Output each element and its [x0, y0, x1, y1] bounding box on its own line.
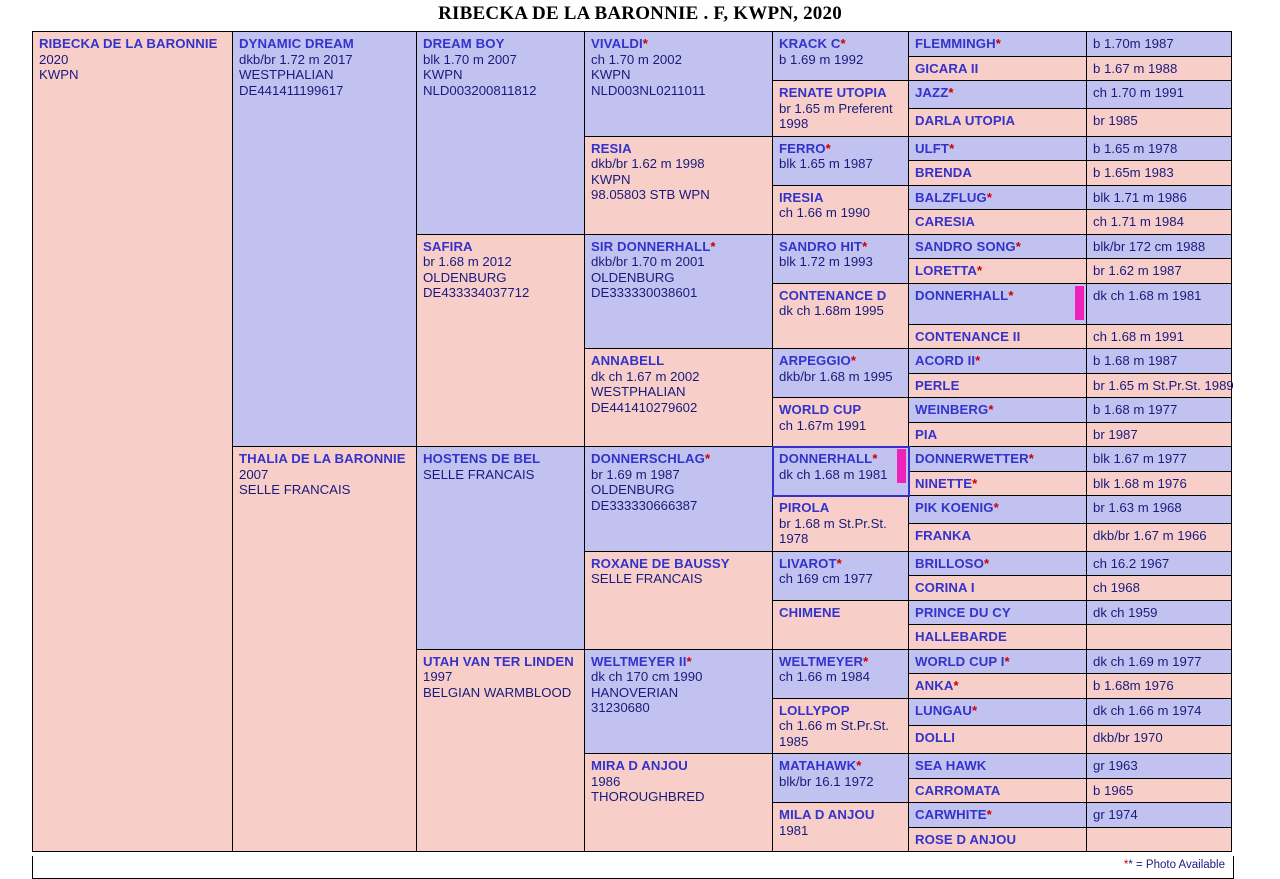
horse-name: LUNGAU* — [915, 702, 978, 718]
cell-gen5-1[interactable] — [909, 56, 1087, 81]
photo-star-icon: * — [856, 758, 862, 773]
horse-detail: THOROUGHBRED — [591, 789, 705, 804]
horse-name: UTAH VAN TER LINDEN — [423, 653, 574, 669]
horse-name: ANNABELL — [591, 353, 665, 368]
horse-detail: WESTPHALIAN — [591, 384, 686, 399]
horse-name: RESIA — [591, 140, 632, 156]
cell-gen4-13[interactable] — [773, 698, 909, 754]
photo-star-icon: * — [872, 451, 878, 466]
horse-name: WEINBERG* — [915, 402, 994, 417]
horse-name: MIRA D ANJOU — [591, 758, 688, 773]
cell-gen5-17[interactable] — [909, 471, 1087, 496]
cell-gen5-10[interactable] — [909, 283, 1087, 324]
horse-name: SANDRO HIT* — [779, 238, 868, 254]
horse-detail: br 1987 — [1093, 426, 1138, 442]
cell-gen5-20-detail — [1087, 551, 1232, 576]
cell-gen5-23-detail — [1087, 625, 1232, 650]
cell-gen5-25[interactable] — [909, 674, 1087, 699]
horse-detail: br 1.63 m 1968 — [1093, 500, 1182, 515]
horse-detail: blk 1.70 m 2007 — [423, 51, 517, 67]
cell-gen5-18[interactable] — [909, 496, 1087, 524]
horse-name: SAFIRA — [423, 238, 473, 254]
cell-gen5-2-detail — [1087, 81, 1232, 109]
cell-gen5-11[interactable] — [909, 324, 1087, 349]
horse-detail: ch 1.66 m St.Pr.St. 1985 — [779, 718, 889, 749]
horse-detail: dk ch 1.68 m 1981 — [1093, 287, 1202, 303]
cell-gen2-0[interactable] — [417, 32, 585, 235]
cell-gen1-sire[interactable] — [233, 32, 417, 447]
photo-star-icon: * — [983, 555, 990, 571]
cell-gen5-1-detail — [1087, 56, 1232, 81]
horse-name: PIA — [915, 426, 938, 442]
horse-detail: dk ch 1.69 m 1977 — [1093, 653, 1202, 669]
horse-name: CONTENANCE II — [915, 328, 1021, 344]
horse-detail: ch 1.68 m 1991 — [1093, 328, 1184, 344]
cell-gen4-3[interactable] — [773, 185, 909, 234]
cell-gen5-28-detail — [1087, 754, 1232, 779]
horse-name: DYNAMIC DREAM — [239, 36, 354, 51]
cell-gen5-4[interactable] — [909, 136, 1087, 161]
horse-name: PRINCE DU CY — [915, 604, 1011, 620]
horse-name: SEA HAWK — [915, 758, 987, 773]
cell-gen3-0[interactable] — [585, 32, 773, 137]
horse-name: WELTMEYER II* — [591, 653, 692, 669]
cell-gen4-4[interactable] — [773, 234, 909, 283]
cell-gen4-15[interactable] — [773, 803, 909, 852]
horse-detail: DE441411199617 — [239, 82, 344, 98]
horse-detail: blk 1.71 m 1986 — [1093, 189, 1187, 205]
cell-gen5-14-detail — [1087, 398, 1232, 423]
horse-name: WELTMEYER* — [779, 653, 869, 669]
cell-gen5-17-detail — [1087, 471, 1232, 496]
horse-detail: br 1.68 m St.Pr.St. 1978 — [779, 515, 887, 546]
cell-gen5-31[interactable] — [909, 827, 1087, 852]
horse-name: PERLE — [915, 377, 960, 393]
cell-gen5-21[interactable] — [909, 576, 1087, 601]
horse-name: BALZFLUG* — [915, 189, 993, 205]
horse-detail: KWPN — [591, 171, 631, 187]
photo-star-icon: * — [975, 353, 981, 368]
horse-detail: ch 1.71 m 1984 — [1093, 214, 1184, 229]
horse-name: PIROLA — [779, 500, 830, 515]
horse-name: WORLD CUP I* — [915, 653, 1010, 669]
horse-detail: 1997 — [423, 669, 453, 684]
cell-gen5-26-detail — [1087, 698, 1232, 726]
horse-name: ROSE D ANJOU — [915, 831, 1017, 847]
horse-detail: NLD003200811812 — [423, 82, 537, 98]
horse-detail: 2007 — [239, 466, 269, 482]
horse-detail: br 1.65 m Preferent 1998 — [779, 100, 893, 131]
cell-gen5-6-detail — [1087, 185, 1232, 210]
photo-star-icon: * — [986, 189, 993, 205]
horse-detail: blk/br 16.1 1972 — [779, 773, 874, 789]
cell-gen3-5[interactable] — [585, 551, 773, 649]
horse-detail: b 1.70m 1987 — [1093, 36, 1174, 51]
photo-star-icon: * — [977, 263, 983, 278]
horse-name: RENATE UTOPIA — [779, 85, 887, 100]
horse-detail: gr 1974 — [1093, 807, 1138, 822]
horse-detail: b 1965 — [1093, 782, 1134, 798]
cell-gen3-4[interactable] — [585, 447, 773, 552]
cell-gen4-10[interactable] — [773, 551, 909, 600]
photo-star-icon: * — [1008, 287, 1014, 303]
photo-star-icon: * — [1123, 859, 1129, 871]
cell-gen5-12-detail — [1087, 349, 1232, 374]
horse-name: NINETTE* — [915, 475, 978, 491]
cell-gen2-1[interactable] — [417, 234, 585, 447]
cell-gen5-8-detail — [1087, 234, 1232, 259]
horse-detail: KWPN — [39, 67, 79, 82]
horse-detail: NLD003NL0211011 — [591, 82, 706, 98]
horse-detail: 98.05803 STB WPN — [591, 187, 710, 202]
horse-name: BRILLOSO* — [915, 555, 990, 571]
horse-name: VIVALDI* — [591, 36, 648, 51]
horse-detail: ch 16.2 1967 — [1093, 555, 1170, 571]
cell-gen5-25-detail — [1087, 674, 1232, 699]
photo-star-icon: * — [705, 451, 711, 466]
photo-star-icon: * — [1028, 451, 1035, 466]
horse-detail: dkb/br 1.72 m 2017 — [239, 51, 353, 67]
horse-name: JAZZ* — [915, 85, 954, 100]
horse-name: WORLD CUP — [779, 402, 862, 417]
horse-detail: OLDENBURG — [423, 269, 507, 285]
cell-gen5-23[interactable] — [909, 625, 1087, 650]
photo-star-icon: * — [850, 353, 857, 368]
horse-detail: dkb/br 1.62 m 1998 — [591, 156, 705, 171]
cell-gen5-11-detail — [1087, 324, 1232, 349]
cell-gen1-dam[interactable] — [233, 447, 417, 852]
horse-detail: dk ch 1959 — [1093, 604, 1158, 620]
horse-detail: 1981 — [779, 822, 809, 838]
horse-detail: b 1.65m 1983 — [1093, 165, 1174, 180]
cell-gen5-24[interactable] — [909, 649, 1087, 674]
photo-star-icon: * — [642, 36, 648, 51]
horse-name: LORETTA* — [915, 263, 983, 278]
photo-star-icon: * — [972, 702, 978, 718]
horse-detail: DE333330666387 — [591, 497, 698, 513]
horse-detail: b 1.68m 1976 — [1093, 678, 1174, 693]
horse-name: CHIMENE — [779, 604, 841, 620]
cell-gen5-12[interactable] — [909, 349, 1087, 374]
inbreeding-marker — [897, 449, 906, 483]
photo-star-icon: * — [1004, 653, 1010, 669]
cell-gen5-9-detail — [1087, 259, 1232, 284]
cell-gen2-3[interactable] — [417, 649, 585, 852]
cell-gen5-7[interactable] — [909, 210, 1087, 235]
cell-gen5-2[interactable] — [909, 81, 1087, 109]
photo-star-icon: * — [995, 36, 1001, 51]
cell-gen5-20[interactable] — [909, 551, 1087, 576]
cell-gen5-3[interactable] — [909, 108, 1087, 136]
cell-gen5-22[interactable] — [909, 600, 1087, 625]
cell-subject[interactable] — [33, 32, 233, 852]
horse-name: FRANKA — [915, 527, 972, 543]
horse-detail: blk 1.65 m 1987 — [779, 156, 873, 171]
horse-detail: KWPN — [423, 67, 463, 82]
horse-name: SANDRO SONG* — [915, 238, 1021, 254]
pedigree-table — [32, 31, 1232, 852]
horse-name: SIR DONNERHALL* — [591, 238, 716, 254]
cell-gen2-2[interactable] — [417, 447, 585, 650]
cell-gen4-6[interactable] — [773, 349, 909, 398]
photo-star-icon: * — [836, 555, 842, 571]
horse-detail: ch 1968 — [1093, 580, 1140, 595]
cell-gen4-8[interactable] — [773, 447, 909, 496]
horse-detail: br 1.68 m 2012 — [423, 254, 512, 269]
horse-name: PIK KOENIG* — [915, 500, 999, 515]
cell-gen5-13-detail — [1087, 373, 1232, 398]
cell-gen5-5-detail — [1087, 161, 1232, 186]
horse-detail: ch 1.66 m 1984 — [779, 669, 870, 684]
horse-detail: OLDENBURG — [591, 269, 675, 285]
photo-star-icon: * — [863, 653, 869, 669]
cell-gen3-1[interactable] — [585, 136, 773, 234]
cell-gen5-7-detail — [1087, 210, 1232, 235]
horse-detail: dkb/br 1.70 m 2001 — [591, 254, 705, 269]
horse-detail: OLDENBURG — [591, 482, 675, 497]
horse-detail: SELLE FRANCAIS — [423, 466, 535, 482]
cell-gen5-9[interactable] — [909, 259, 1087, 284]
photo-star-icon: * — [840, 36, 846, 51]
horse-detail: blk/br 172 cm 1988 — [1093, 238, 1206, 254]
photo-star-icon: * — [993, 500, 999, 515]
footer-bar — [32, 856, 1234, 879]
horse-name: CONTENANCE D — [779, 287, 887, 303]
horse-detail: dk ch 1.66 m 1974 — [1093, 702, 1202, 718]
cell-gen4-11[interactable] — [773, 600, 909, 649]
horse-name: MATAHAWK* — [779, 758, 862, 773]
horse-name: FLEMMINGH* — [915, 36, 1001, 51]
horse-name: HOSTENS DE BEL — [423, 451, 541, 466]
horse-name: IRESIA — [779, 189, 824, 205]
photo-star-icon: * — [988, 402, 994, 417]
horse-detail: WESTPHALIAN — [239, 67, 334, 82]
horse-detail: 2020 — [39, 51, 69, 67]
horse-name: THALIA DE LA BARONNIE — [239, 451, 406, 466]
horse-detail: ch 1.67m 1991 — [779, 417, 867, 433]
cell-gen3-2[interactable] — [585, 234, 773, 349]
cell-gen5-5[interactable] — [909, 161, 1087, 186]
horse-name: DONNERHALL* — [915, 287, 1014, 303]
horse-name: DOLLI — [915, 730, 956, 746]
horse-detail: SELLE FRANCAIS — [239, 482, 351, 497]
cell-gen5-27-detail — [1087, 726, 1232, 754]
horse-name: KRACK C* — [779, 36, 846, 51]
horse-detail: ch 169 cm 1977 — [779, 571, 873, 586]
horse-name: HALLEBARDE — [915, 629, 1007, 644]
cell-gen4-1[interactable] — [773, 81, 909, 137]
horse-detail: dkb/br 1.68 m 1995 — [779, 368, 893, 384]
cell-gen5-3-detail — [1087, 108, 1232, 136]
horse-name: ULFT* — [915, 140, 955, 156]
horse-detail: dk ch 1.68m 1995 — [779, 303, 884, 318]
inbreeding-marker — [1075, 286, 1084, 320]
horse-detail: dk ch 1.68 m 1981 — [779, 466, 888, 482]
horse-detail: br 1.62 m 1987 — [1093, 263, 1182, 278]
horse-detail: BELGIAN WARMBLOOD — [423, 684, 572, 700]
horse-detail: blk 1.67 m 1977 — [1093, 451, 1187, 466]
horse-detail: gr 1963 — [1093, 758, 1138, 773]
photo-star-icon: * — [986, 807, 992, 822]
horse-name: FERRO* — [779, 140, 831, 156]
horse-name: RIBECKA DE LA BARONNIE — [39, 36, 218, 51]
cell-gen5-24-detail — [1087, 649, 1232, 674]
horse-detail: blk 1.72 m 1993 — [779, 254, 873, 269]
horse-detail: b 1.65 m 1978 — [1093, 140, 1178, 156]
horse-name: DONNERWETTER* — [915, 451, 1035, 466]
horse-detail: ch 1.70 m 2002 — [591, 51, 682, 67]
horse-detail: br 1.65 m St.Pr.St. 1989 — [1093, 377, 1234, 393]
cell-gen5-27[interactable] — [909, 726, 1087, 754]
horse-detail: dk ch 170 cm 1990 — [591, 669, 703, 684]
cell-gen5-14[interactable] — [909, 398, 1087, 423]
photo-star-icon: * — [686, 653, 692, 669]
photo-star-icon: * — [949, 140, 955, 156]
legend-text: ** = Photo Available — [1123, 859, 1225, 871]
horse-name: DONNERHALL* — [779, 451, 878, 466]
photo-star-icon: * — [1015, 238, 1021, 254]
cell-gen5-10-detail — [1087, 283, 1232, 324]
photo-star-icon: * — [825, 140, 831, 156]
horse-name: GICARA II — [915, 60, 979, 76]
cell-gen5-15-detail — [1087, 422, 1232, 447]
horse-name: ARPEGGIO* — [779, 353, 857, 368]
photo-star-icon: * — [953, 678, 959, 693]
horse-detail: blk 1.68 m 1976 — [1093, 475, 1187, 491]
horse-name: ROXANE DE BAUSSY — [591, 555, 730, 571]
cell-gen5-28[interactable] — [909, 754, 1087, 779]
horse-name: DREAM BOY — [423, 36, 505, 51]
cell-gen5-16-detail — [1087, 447, 1232, 472]
horse-detail: 31230680 — [591, 700, 650, 715]
horse-name: LOLLYPOP — [779, 702, 850, 718]
cell-gen5-15[interactable] — [909, 422, 1087, 447]
horse-name: DONNERSCHLAG* — [591, 451, 711, 466]
horse-detail: b 1.68 m 1977 — [1093, 402, 1178, 417]
horse-name: ANKA* — [915, 678, 959, 693]
cell-gen4-5[interactable] — [773, 283, 909, 349]
cell-gen5-4-detail — [1087, 136, 1232, 161]
cell-gen5-16[interactable] — [909, 447, 1087, 472]
horse-detail: DE333330038601 — [591, 285, 698, 300]
horse-detail: DE441410279602 — [591, 399, 698, 415]
horse-detail: b 1.68 m 1987 — [1093, 353, 1178, 368]
horse-detail: b 1.69 m 1992 — [779, 51, 864, 67]
cell-gen4-2[interactable] — [773, 136, 909, 185]
cell-gen4-0[interactable] — [773, 32, 909, 81]
cell-gen5-0-detail — [1087, 32, 1232, 57]
cell-gen5-19-detail — [1087, 523, 1232, 551]
cell-gen5-0[interactable] — [909, 32, 1087, 57]
horse-name: DARLA UTOPIA — [915, 112, 1016, 128]
cell-gen3-6[interactable] — [585, 649, 773, 754]
cell-gen4-7[interactable] — [773, 398, 909, 447]
horse-detail: KWPN — [591, 67, 631, 82]
pedigree-body — [33, 32, 1232, 852]
cell-gen5-26[interactable] — [909, 698, 1087, 726]
photo-star-icon: * — [862, 238, 868, 254]
cell-gen5-6[interactable] — [909, 185, 1087, 210]
horse-detail: dkb/br 1970 — [1093, 730, 1163, 746]
horse-detail: HANOVERIAN — [591, 684, 679, 700]
cell-gen5-31-detail — [1087, 827, 1232, 852]
horse-name: CARWHITE* — [915, 807, 992, 822]
cell-gen5-29-detail — [1087, 778, 1232, 803]
horse-detail: b 1.67 m 1988 — [1093, 60, 1178, 76]
photo-star-icon: * — [710, 238, 716, 254]
cell-gen5-13[interactable] — [909, 373, 1087, 398]
horse-name: LIVAROT* — [779, 555, 842, 571]
horse-name: CARESIA — [915, 214, 976, 229]
cell-gen3-7[interactable] — [585, 754, 773, 852]
horse-detail: dk ch 1.67 m 2002 — [591, 368, 700, 384]
cell-gen5-21-detail — [1087, 576, 1232, 601]
photo-star-icon: * — [948, 85, 954, 100]
horse-name: CARROMATA — [915, 782, 1001, 798]
cell-gen4-9[interactable] — [773, 496, 909, 552]
photo-star-icon: * — [972, 475, 978, 491]
horse-detail: br 1.69 m 1987 — [591, 466, 680, 482]
cell-gen3-3[interactable] — [585, 349, 773, 447]
cell-gen5-19[interactable] — [909, 523, 1087, 551]
horse-detail: br 1985 — [1093, 112, 1138, 128]
horse-name: BRENDA — [915, 165, 973, 180]
cell-gen5-30[interactable] — [909, 803, 1087, 828]
horse-detail: dkb/br 1.67 m 1966 — [1093, 527, 1207, 543]
cell-gen5-8[interactable] — [909, 234, 1087, 259]
horse-detail: ch 1.70 m 1991 — [1093, 85, 1184, 100]
table-row — [33, 32, 1232, 57]
horse-detail: ch 1.66 m 1990 — [779, 205, 870, 220]
horse-detail: SELLE FRANCAIS — [591, 571, 703, 586]
cell-gen4-14[interactable] — [773, 754, 909, 803]
horse-detail: DE433334037712 — [423, 285, 530, 300]
cell-gen5-30-detail — [1087, 803, 1232, 828]
cell-gen5-29[interactable] — [909, 778, 1087, 803]
cell-gen5-18-detail — [1087, 496, 1232, 524]
cell-gen5-22-detail — [1087, 600, 1232, 625]
horse-name: MILA D ANJOU — [779, 807, 875, 822]
cell-gen4-12[interactable] — [773, 649, 909, 698]
horse-name: ACORD II* — [915, 353, 981, 368]
horse-detail: 1986 — [591, 773, 621, 789]
page-title: RIBECKA DE LA BARONNIE . F, KWPN, 2020 — [438, 3, 842, 24]
horse-name: CORINA I — [915, 580, 975, 595]
